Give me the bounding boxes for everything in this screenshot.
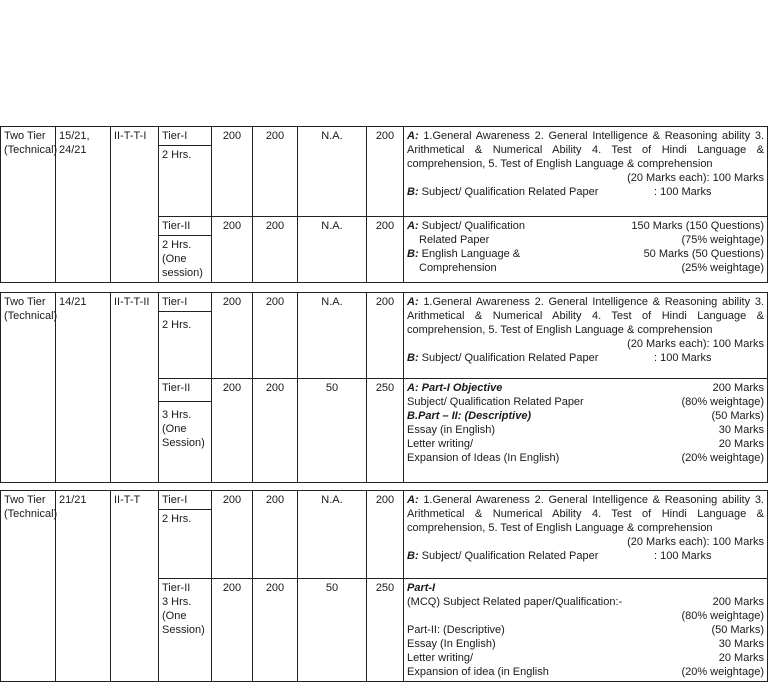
scheme-code: II-T-T-II (111, 293, 159, 483)
line-text: Part-II: (Descriptive) (407, 624, 505, 636)
post-category (1, 491, 56, 682)
label-b: B: (407, 550, 419, 562)
desc-b: Subject/ Qualification Related Paper (421, 186, 599, 198)
line-marks: (80% weightage) (681, 610, 764, 622)
category-line: Two Tier (4, 494, 46, 506)
desc-a: 1.General Awareness 2. General Intelligence & Reasoning ability 3. Arithmetical & Numerical Ability 4. Test of Hindi Language & comprehension, 5. Test of English Language & comprehension (407, 130, 764, 170)
line-marks (664, 581, 764, 595)
marks-3: N.A. (298, 293, 367, 379)
desc-a-marks: (20 Marks each): 100 Marks (627, 338, 764, 350)
total-marks: 200 (367, 491, 404, 579)
line-text: B.Part – II: (Descriptive) (407, 410, 532, 422)
total-marks: 200 (367, 217, 404, 283)
post-category (1, 127, 56, 283)
line-marks: (50 Marks) (711, 624, 764, 636)
syllabus-desc (404, 127, 768, 217)
marks-2: 200 (253, 579, 298, 682)
marks-2: 200 (253, 127, 298, 217)
label-b: B: (407, 248, 419, 260)
label-a: A: (407, 296, 419, 308)
a1: Subject/ Qualification (421, 220, 526, 232)
line-marks: 20 Marks (718, 438, 764, 450)
tier-duration: 2 Hrs. (159, 311, 211, 332)
line-text: Letter writing/ (407, 652, 474, 664)
tier-duration: 2 Hrs. (159, 509, 211, 526)
line-marks: (20% weightage) (681, 666, 764, 678)
category-sub: (Technical) (4, 144, 58, 156)
tier-label (159, 127, 212, 217)
marks-1: 200 (212, 217, 253, 283)
tier-label (159, 379, 212, 483)
tier-name: Tier-I (162, 296, 188, 308)
post-code: 14/21 (56, 293, 111, 483)
marks-2: 200 (253, 293, 298, 379)
total-marks: 200 (367, 293, 404, 379)
marks-3: N.A. (298, 217, 367, 283)
tier-name: Tier-II (162, 220, 191, 232)
scheme-code: II-T-T-I (111, 127, 159, 283)
tier-name: Tier-II (162, 582, 191, 594)
desc-a: 1.General Awareness 2. General Intelligence & Reasoning ability 3. Arithmetical & Numerical Ability 4. Test of Hindi Language & comprehension, 5. Test of English Language & comprehension (407, 296, 764, 336)
tier-label (159, 217, 212, 283)
marks-3: 50 (298, 579, 367, 682)
marks-1: 200 (212, 127, 253, 217)
category-sub: (Technical) (4, 508, 58, 520)
desc-a: 1.General Awareness 2. General Intelligence & Reasoning ability 3. Arithmetical & Numerical Ability 4. Test of Hindi Language & comprehension, 5. Test of English Language & comprehension (407, 494, 764, 534)
tier-duration: 3 Hrs. (One Session) (159, 401, 211, 450)
line-marks: (50 Marks) (711, 410, 764, 422)
line-text: Expansion of Ideas (In English) (407, 452, 560, 464)
syllabus-desc (404, 293, 768, 379)
category-line: Two Tier (4, 130, 46, 142)
line-text: A: Part-I Objective (407, 382, 503, 394)
line-text: (MCQ) Subject Related paper/Qualification:- (407, 596, 623, 608)
marks-2: 200 (253, 217, 298, 283)
exam-section-3 (0, 490, 770, 682)
tier-label (159, 579, 212, 682)
line-text: Expansion of idea (in English (407, 666, 549, 678)
a1-marks: 150 Marks (150 Questions) (631, 220, 764, 232)
category-sub: (Technical) (4, 310, 58, 322)
desc-b: Subject/ Qualification Related Paper (421, 352, 599, 364)
line-text: Essay (In English) (407, 638, 496, 650)
post-code (56, 127, 111, 283)
syllabus-desc (404, 579, 768, 682)
desc-b: Subject/ Qualification Related Paper (421, 550, 599, 562)
b2-marks: (25% weightage) (681, 262, 764, 274)
marks-3: N.A. (298, 491, 367, 579)
b1: English Language & (421, 248, 521, 260)
syllabus-desc (404, 217, 768, 283)
line-text: Subject/ Qualification Related Paper (407, 396, 584, 408)
scheme-code: II-T-T (111, 491, 159, 682)
line-text: Essay (in English) (407, 424, 496, 436)
line-marks: (80% weightage) (681, 396, 764, 408)
tier-duration: 2 Hrs. (159, 145, 211, 162)
exam-section-2 (0, 292, 770, 483)
tier-duration: 3 Hrs. (One Session) (162, 596, 205, 636)
desc-a-marks: (20 Marks each): 100 Marks (627, 536, 764, 548)
b2: Comprehension (419, 262, 497, 274)
tier-label (159, 491, 212, 579)
code-a: 15/21, (59, 130, 90, 142)
line-marks: 200 Marks (712, 382, 764, 394)
marks-1: 200 (212, 379, 253, 483)
line-text: Letter writing/ (407, 438, 474, 450)
line-marks: 20 Marks (718, 652, 764, 664)
syllabus-desc (404, 491, 768, 579)
line-marks: 30 Marks (718, 638, 764, 650)
tier-duration: 2 Hrs. (One session) (159, 235, 211, 280)
a2-marks: (75% weightage) (681, 234, 764, 246)
label-a: A: (407, 220, 419, 232)
label-b: B: (407, 186, 419, 198)
tier-name: Tier-I (162, 130, 188, 142)
desc-b-marks: : 100 Marks (654, 550, 712, 562)
line-text: Part-I (407, 582, 436, 594)
marks-1: 200 (212, 579, 253, 682)
label-b: B: (407, 352, 419, 364)
tier-name: Tier-I (162, 494, 188, 506)
marks-3: N.A. (298, 127, 367, 217)
code-b: 24/21 (59, 144, 87, 156)
b1-marks: 50 Marks (50 Questions) (643, 248, 764, 260)
syllabus-desc (404, 379, 768, 483)
total-marks: 250 (367, 579, 404, 682)
desc-b-marks: : 100 Marks (654, 352, 712, 364)
tier-label (159, 293, 212, 379)
marks-2: 200 (253, 379, 298, 483)
post-category (1, 293, 56, 483)
marks-1: 200 (212, 491, 253, 579)
line-marks: 30 Marks (718, 424, 764, 436)
tier-name: Tier-II (162, 382, 191, 394)
total-marks: 200 (367, 127, 404, 217)
desc-b-marks: : 100 Marks (654, 186, 712, 198)
line-marks: 200 Marks (712, 596, 764, 608)
line-marks: (20% weightage) (681, 452, 764, 464)
marks-2: 200 (253, 491, 298, 579)
label-a: A: (407, 494, 419, 506)
desc-a-marks: (20 Marks each): 100 Marks (627, 172, 764, 184)
total-marks: 250 (367, 379, 404, 483)
marks-3: 50 (298, 379, 367, 483)
marks-1: 200 (212, 293, 253, 379)
post-code: 21/21 (56, 491, 111, 682)
exam-section-1 (0, 126, 770, 283)
a2: Related Paper (419, 234, 490, 246)
label-a: A: (407, 130, 419, 142)
category-line: Two Tier (4, 296, 46, 308)
